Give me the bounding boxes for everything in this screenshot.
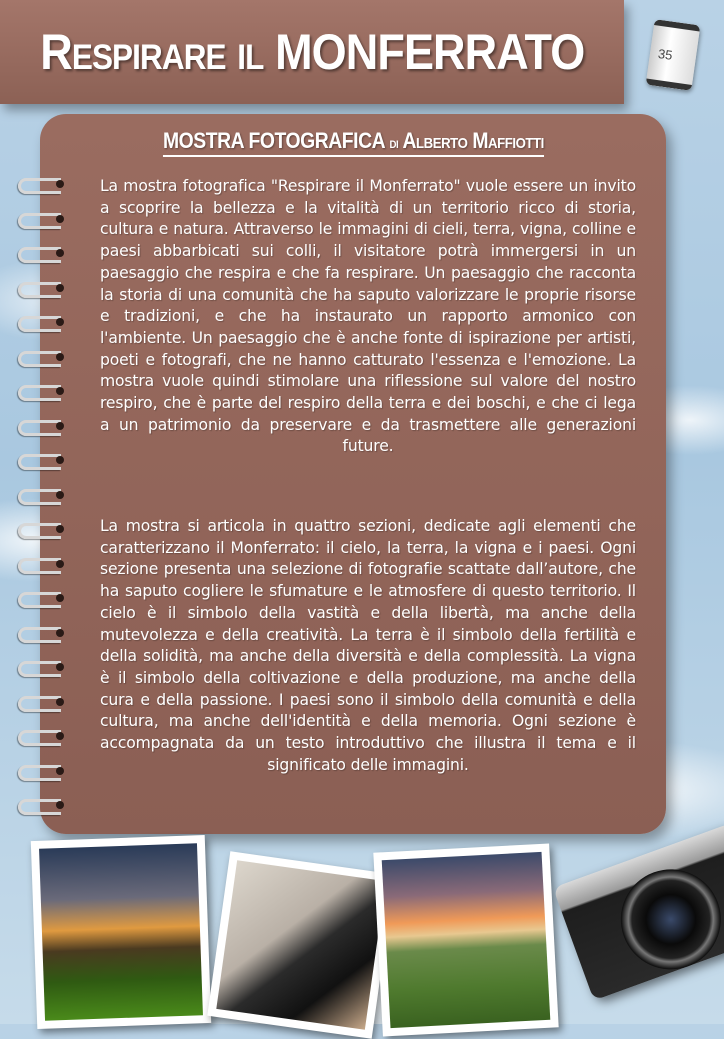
spiral-ring (18, 728, 64, 744)
subtitle-main: MOSTRA FOTOGRAFICA (162, 128, 385, 153)
title-banner (0, 0, 624, 104)
film-cap-bottom (646, 79, 692, 91)
spiral-ring (18, 590, 64, 606)
spiral-ring (18, 211, 64, 227)
spiral-ring (18, 280, 64, 296)
spiral-ring (18, 452, 64, 468)
subtitle-underline (163, 128, 544, 157)
ring-hole (56, 491, 64, 499)
ring-hole (56, 663, 64, 671)
spiral-ring (18, 487, 64, 503)
ring-hole (56, 387, 64, 395)
page-title: Respirare il MONFERRATO (39, 24, 585, 80)
camera-icon (546, 804, 724, 1010)
ring-loop (18, 420, 61, 436)
spiral-ring (18, 349, 64, 365)
film-number: 35 (657, 45, 674, 63)
spiral-ring (18, 383, 64, 399)
sunset-field-image (382, 852, 551, 1028)
ring-loop (18, 661, 61, 677)
spiral-ring (18, 418, 64, 434)
photo-sunset-field (373, 844, 558, 1037)
ring-loop (18, 178, 61, 194)
spiral-ring (18, 694, 64, 710)
ring-hole (56, 560, 64, 568)
village-image (39, 843, 203, 1020)
subtitle-author: Alberto Maffiotti (402, 128, 544, 153)
ring-loop (18, 558, 61, 574)
film-cap-top (654, 19, 700, 31)
spiral-ring (18, 797, 64, 813)
ring-hole (56, 594, 64, 602)
ring-loop (18, 730, 61, 746)
ring-loop (18, 489, 61, 505)
spiral-ring (18, 763, 64, 779)
spiral-ring (18, 556, 64, 572)
ring-hole (56, 698, 64, 706)
ring-loop (18, 523, 61, 539)
ring-loop (18, 316, 61, 332)
spiral-ring (18, 659, 64, 675)
photo-village-sunset (31, 835, 211, 1029)
ring-hole (56, 215, 64, 223)
ring-hole (56, 456, 64, 464)
ring-loop (18, 696, 61, 712)
ring-hole (56, 422, 64, 430)
ring-loop (18, 351, 61, 367)
ring-hole (56, 249, 64, 257)
ring-hole (56, 629, 64, 637)
ring-hole (56, 284, 64, 292)
exhibition-subtitle (40, 128, 666, 157)
ring-loop (18, 627, 61, 643)
notebook-panel (40, 114, 666, 834)
ring-loop (18, 385, 61, 401)
ring-hole (56, 732, 64, 740)
ring-hole (56, 801, 64, 809)
ring-hole (56, 180, 64, 188)
spiral-ring (18, 625, 64, 641)
ring-hole (56, 353, 64, 361)
ring-hole (56, 767, 64, 775)
description-paragraph-1: La mostra fotografica "Respirare il Monferrato" vuole essere un invito a scoprire la bellezza e la vitalità di un territorio ricco di storia, cultura e natura. Attraverso le immagini di cieli, terra, vigna, colline e paesi abbarbicati sui colli, il visitatore potrà immergersi in un paesaggio che respira e che fa respirare. Un paesaggio che racconta la storia di una comunità che ha saputo valorizzare le proprie risorse e tradizioni, e che ha instaurato un rapporto armonico con l'ambiente. Un paesaggio che è anche fonte di ispirazione per artisti, poeti e fotografi, che ne hanno catturato l'essenza e l'emozione. La mostra vuole quindi stimolare una riflessione sul valore del nostro respiro, che è parte del respiro della terra e dei boschi, e che ci lega a un patrimonio da preservare e da trasmettere alle generazioni future. (100, 177, 636, 456)
spiral-ring (18, 314, 64, 330)
spiral-ring (18, 521, 64, 537)
spiral-ring (18, 245, 64, 261)
description-paragraph-2: La mostra si articola in quattro sezioni, dedicate agli elementi che caratterizzano il Monferrato: il cielo, la terra, la vigna e i paesi. Ogni sezione presenta una selezione di fotografie scattate dall’autore, che ha saputo cogliere le sfumature e le atmosfere di questo territorio. Il cielo è il simbolo della vastità e della libertà, ma anche della mutevolezza e della creatività. La terra è il simbolo della fertilità e della solidità, ma anche della diversità e della complessità. La vigna è il simbolo della coltivazione e della produzione, ma anche della cura e della passione. I paesi sono il simbolo della comunità e della cultura, ma anche dell'identità e della memoria. Ogni sezione è accompagnata da un testo introduttivo che illustra il tema e il significato delle immagini. (100, 517, 636, 774)
spiral-ring (18, 176, 64, 192)
film-roll-icon (646, 19, 701, 91)
photo-camera-hands (207, 851, 394, 1038)
ring-loop (18, 247, 61, 263)
ring-hole (56, 318, 64, 326)
ring-loop (18, 282, 61, 298)
ring-loop (18, 454, 61, 470)
ring-loop (18, 799, 61, 815)
ring-loop (18, 765, 61, 781)
ring-loop (18, 213, 61, 229)
ring-loop (18, 592, 61, 608)
ring-hole (56, 525, 64, 533)
subtitle-di: di (389, 135, 398, 152)
camera-hands-image (216, 860, 385, 1029)
